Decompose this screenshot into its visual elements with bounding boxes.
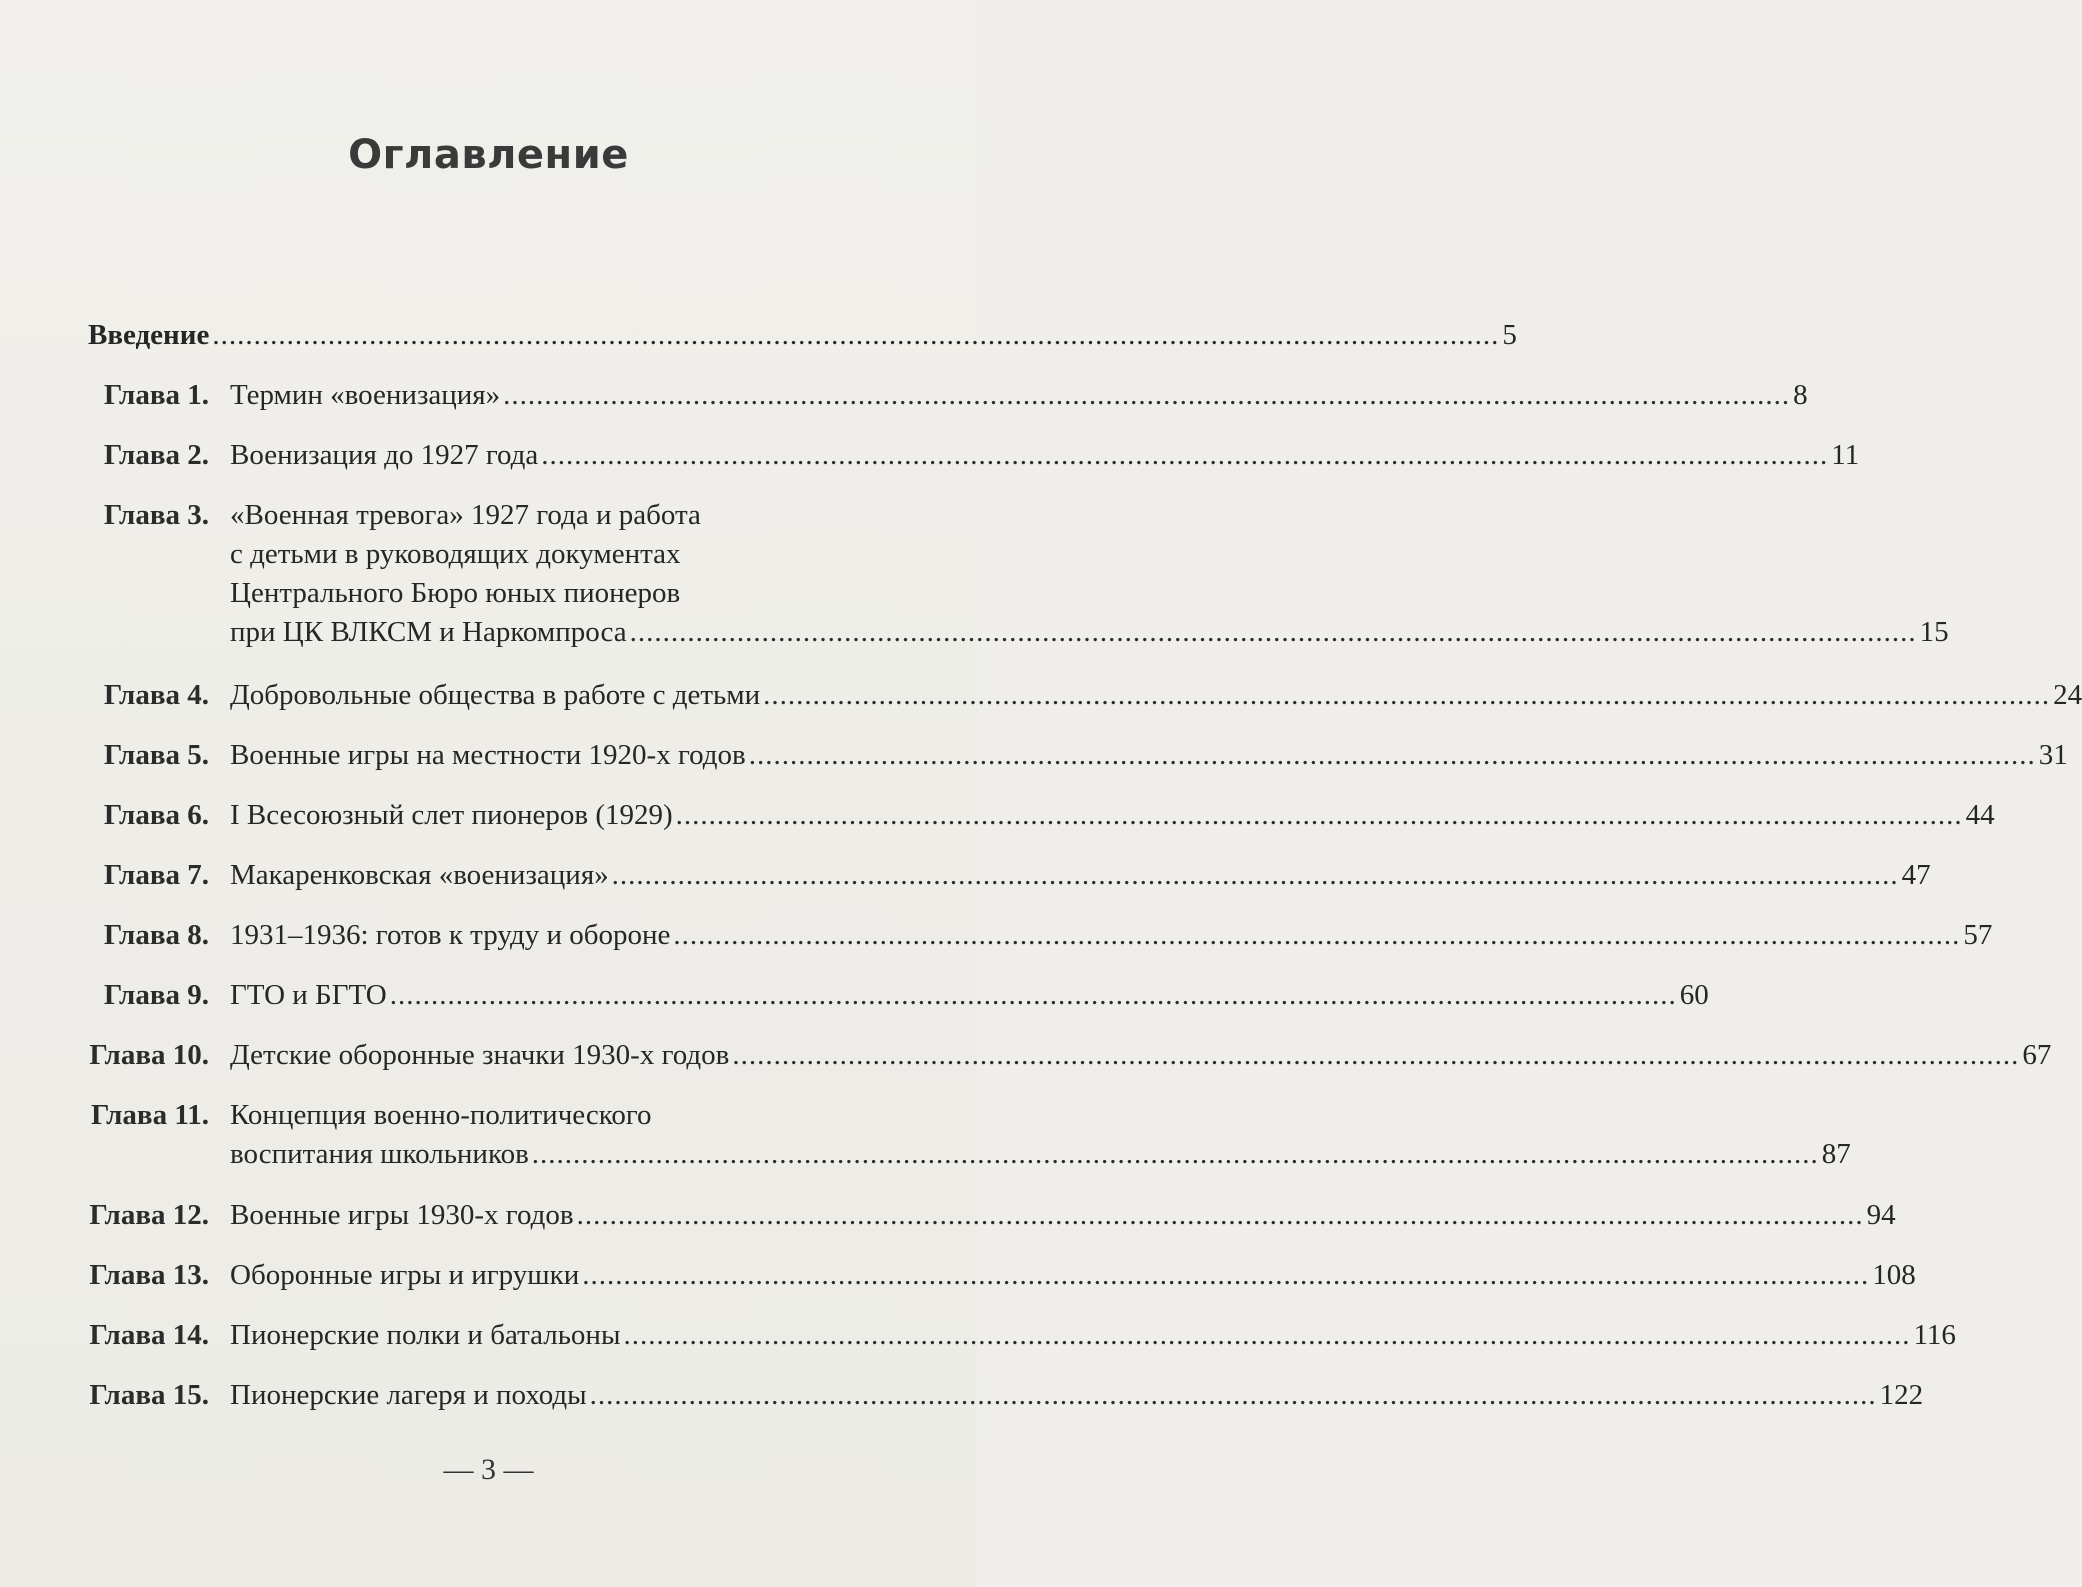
chapter-number: Глава 3. — [103, 499, 209, 531]
toc-entry-title-line: при ЦК ВЛКСМ и Наркомпроса — [230, 616, 627, 648]
toc-entry-title-line: воспитания школьников — [230, 1138, 529, 1170]
leader-dots: ............................................................................................................................................................ — [541, 439, 1829, 471]
toc-entry-title: Введение — [88, 319, 210, 351]
chapter-number: Глава 1. — [103, 379, 209, 411]
toc-entry-title: Добровольные общества в работе с детьми — [230, 679, 761, 711]
chapter-number: Глава 11. — [90, 1099, 209, 1131]
toc-entry-title: ГТО и БГТО — [230, 979, 387, 1011]
toc-page-number: 122 — [1879, 1379, 1924, 1411]
toc-page-number: 57 — [1963, 919, 1993, 951]
toc-entry-title: Оборонные игры и игрушки — [230, 1259, 580, 1291]
toc-entry-title-line: Центрального Бюро юных пионеров — [230, 577, 681, 609]
leader-dots: ............................................................................................................................................................ — [582, 1259, 1870, 1291]
leader-dots: ............................................................................................................................................................ — [531, 1138, 1819, 1170]
leader-dots: ............................................................................................................................................................ — [611, 859, 1899, 891]
chapter-number: Глава 9. — [103, 979, 209, 1011]
toc-entry-title: I Всесоюзный слет пионеров (1929) — [230, 799, 673, 831]
toc-page-number: 44 — [1965, 799, 1995, 831]
leader-dots: ............................................................................................................................................................ — [673, 919, 1961, 951]
leader-dots: ............................................................................................................................................................ — [589, 1379, 1877, 1411]
toc-page-number: 108 — [1872, 1259, 1916, 1291]
toc-page-number: 87 — [1821, 1138, 1851, 1170]
page-number-footer: — 3 — — [443, 1453, 534, 1486]
toc-page-number: 94 — [1866, 1199, 1896, 1231]
chapter-number: Глава 13. — [89, 1259, 209, 1291]
leader-dots: ............................................................................................................................................................ — [675, 799, 1963, 831]
chapter-number: Глава 15. — [89, 1379, 209, 1411]
leader-dots: ............................................................................................................................................................ — [212, 319, 1500, 351]
chapter-number: Глава 12. — [89, 1199, 209, 1231]
leader-dots: ............................................................................................................................................................ — [503, 379, 1791, 411]
toc-entry-title-line: «Военная тревога» 1927 года и работа — [230, 499, 701, 531]
leader-dots: ............................................................................................................................................................ — [576, 1199, 1864, 1231]
leader-dots: ............................................................................................................................................................ — [732, 1039, 2020, 1071]
page-title: Оглавление — [348, 132, 629, 178]
chapter-number: Глава 8. — [103, 919, 209, 951]
toc-entry-title: Военные игры 1930-х годов — [230, 1199, 574, 1231]
toc-entry-title: Военизация до 1927 года — [230, 439, 539, 471]
leader-dots: ............................................................................................................................................................ — [623, 1319, 1911, 1351]
toc-entry-title-line: Концепция военно-политического — [230, 1099, 652, 1131]
toc-page-number: 116 — [1913, 1319, 1956, 1351]
toc-page-number: 15 — [1919, 616, 1949, 648]
toc-page-number: 8 — [1793, 379, 1808, 411]
leader-dots: ............................................................................................................................................................ — [763, 679, 2051, 711]
toc-page-number: 60 — [1679, 979, 1709, 1011]
chapter-number: Глава 6. — [103, 799, 209, 831]
toc-page-number: 5 — [1502, 319, 1517, 351]
leader-dots: ............................................................................................................................................................ — [629, 616, 1917, 648]
toc-page-number: 31 — [2038, 739, 2068, 771]
leader-dots: ............................................................................................................................................................ — [389, 979, 1677, 1011]
toc-entry-title: 1931–1936: готов к труду и обороне — [230, 919, 671, 951]
chapter-number: Глава 14. — [89, 1319, 209, 1351]
toc-entry-title: Военные игры на местности 1920-х годов — [230, 739, 746, 771]
chapter-number: Глава 2. — [103, 439, 209, 471]
toc-entry-title-line: с детьми в руководящих документах — [230, 538, 681, 570]
toc-entry-title: Макаренковская «военизация» — [230, 859, 609, 891]
toc-entry-title: Детские оборонные значки 1930-х годов — [230, 1039, 730, 1071]
toc-page-number: 11 — [1831, 439, 1860, 471]
toc-entry-title: Термин «военизация» — [230, 379, 501, 411]
toc-page-number: 67 — [2022, 1039, 2052, 1071]
chapter-number: Глава 4. — [103, 679, 209, 711]
toc-page-number: 47 — [1901, 859, 1931, 891]
chapter-number: Глава 5. — [103, 739, 209, 771]
chapter-number: Глава 10. — [89, 1039, 209, 1071]
toc-entry-title: Пионерские лагеря и походы — [230, 1379, 587, 1411]
leader-dots: ............................................................................................................................................................ — [748, 739, 2036, 771]
toc-entry-title: Пионерские полки и батальоны — [230, 1319, 621, 1351]
chapter-number: Глава 7. — [103, 859, 209, 891]
toc-page-number: 24 — [2053, 679, 2082, 711]
